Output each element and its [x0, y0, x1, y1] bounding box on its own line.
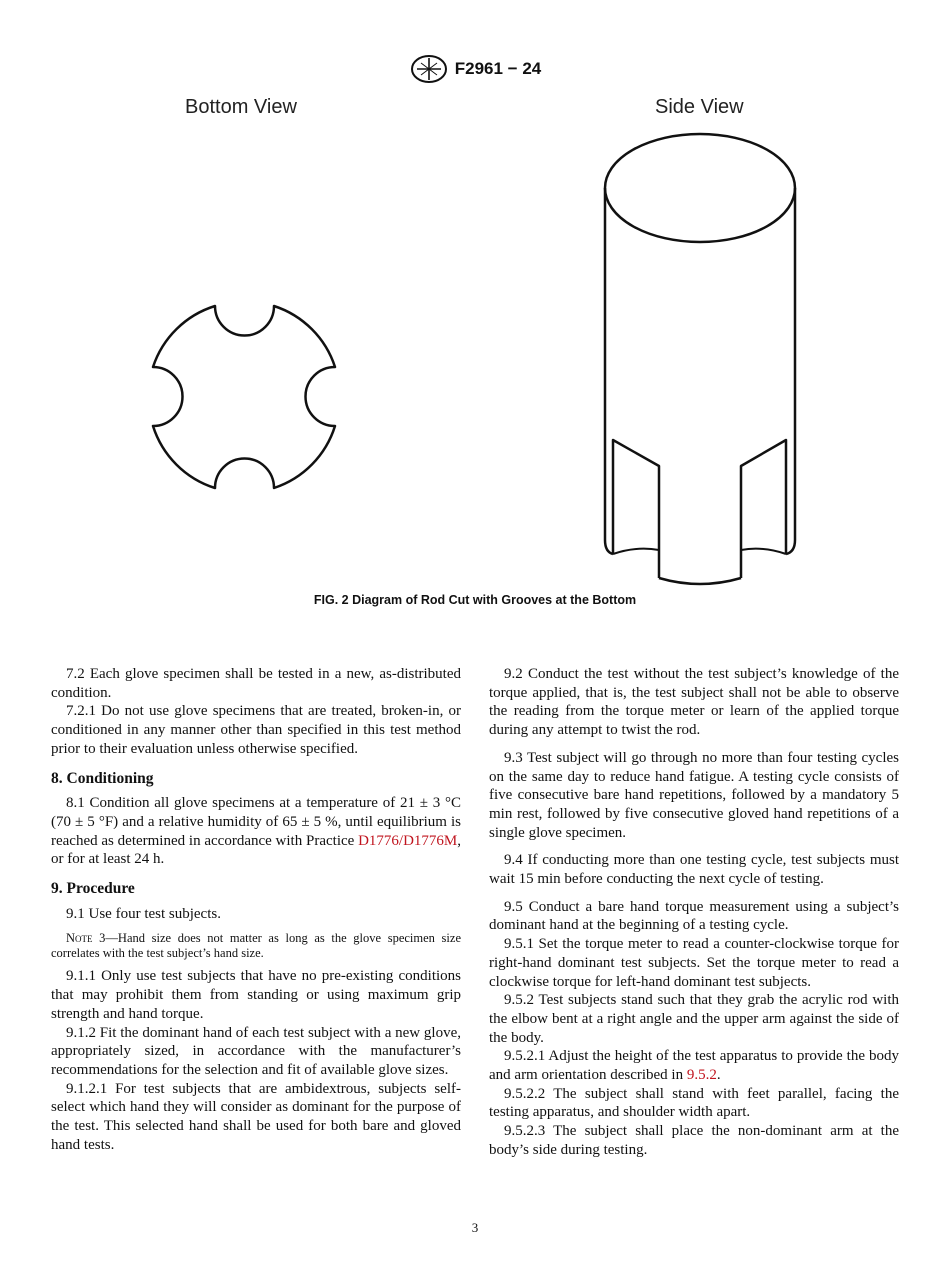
rod-bottom-view-outline [153, 306, 335, 488]
reference-link-d1776[interactable]: D1776/D1776M [358, 832, 458, 849]
side-view-label: Side View [655, 96, 744, 118]
section-9-5: 9.5 Conduct a bare hand torque measurement using a subject’s dominant hand at the beginning of a testing cycle. [489, 898, 899, 934]
rod-top-ellipse [605, 134, 795, 242]
right-column [489, 665, 899, 1160]
rod-left-groove [613, 440, 659, 578]
section-9-1-2: 9.1.2 Fit the dominant hand of each test subject with a new glove, appropriately sized, in accordance with the manufacturer’s recommendations for the selection and fit of available glove sizes. [51, 1024, 461, 1078]
rod-right-groove [741, 440, 786, 578]
section-9-1-1: 9.1.1 Only use test subjects that have no pre-existing conditions that may prohibit them from standing or using maximum grip strength and hand torque. [51, 968, 461, 1022]
section-9-3: 9.3 Test subject will go through no more than four testing cycles on the same day to reduce hand fatigue. A testing cycle consists of five consecutive bare hand repetitions, followed by a mandatory 5 min rest, followed by five consecutive gloved hand repetitions of a single glove specimen. [489, 749, 899, 841]
figure-caption: FIG. 2 Diagram of Rod Cut with Grooves at the Bottom [313, 593, 637, 607]
section-9-5-2-2: 9.5.2.2 The subject shall stand with feet parallel, facing the testing apparatus, and shoulder width apart. [489, 1085, 899, 1121]
page-number: 3 [471, 1220, 479, 1235]
section-9-4: 9.4 If conducting more than one testing cycle, test subjects must wait 15 min before conducting the next cycle of testing. [489, 852, 899, 888]
section-9-5-2: 9.5.2 Test subjects stand such that they grab the acrylic rod with the elbow bent at a right angle and the upper arm against the side of the body. [489, 992, 899, 1046]
standard-designation: F2961 − 24 [454, 59, 542, 78]
section-9-1: 9.1 Use four test subjects. [66, 905, 221, 922]
rod-right-wall [786, 188, 795, 554]
section-7-2: 7.2 Each glove specimen shall be tested in a new, as-distributed condition. [51, 666, 461, 701]
section-8-1: 8.1 Condition all glove specimens at a temperature of 21 ± 3 °C (70 ± 5 °F) and a relative humidity of 65 ± 5 %, until equilibrium is reached as determined in accordance with Practice D1776/D1776M, or for at least 24 h. [51, 795, 461, 868]
section-7-2-1: 7.2.1 Do not use glove specimens that are treated, broken-in, or conditioned in any manner other than specified in this test method prior to their evaluation unless otherwise specified. [51, 703, 461, 757]
section-9-5-1: 9.5.1 Set the torque meter to read a counter-clockwise torque for right-hand dominant test subjects. Set the torque meter to read a clockwise torque for left-hand dominant test subjects. [489, 936, 899, 990]
section-9-5-2-3: 9.5.2.3 The subject shall place the non-dominant arm at the body’s side during testing. [489, 1123, 899, 1158]
note-label: Note 3 [66, 931, 106, 946]
left-column [51, 665, 461, 1154]
reference-link-9-5-2[interactable]: 9.5.2 [686, 1067, 717, 1084]
section-9-5-2-1: 9.5.2.1 Adjust the height of the test apparatus to provide the body and arm orientation described in 9.5.2. [489, 1048, 899, 1084]
note-3: Note 3—Hand size does not matter as long as the glove specimen size correlates with the test subject’s hand size. [51, 931, 461, 961]
bottom-view-label: Bottom View [185, 96, 297, 118]
heading-conditioning: 8. Conditioning [51, 769, 154, 787]
section-9-1-2-1: 9.1.2.1 For test subjects that are ambidextrous, subjects self-select which hand they will consider as dominant for the purpose of the test. This selected hand shall be used for both bare and gloved hand tests. [51, 1080, 461, 1153]
rod-diagram [0, 0, 950, 600]
section-9-2: 9.2 Conduct the test without the test subject’s knowledge of the torque applied, that is, the test subject shall not be able to observe the reading from the torque meter or learn of the applied torque during any attempt to twist the rod. [489, 666, 899, 739]
heading-procedure: 9. Procedure [51, 880, 135, 898]
rod-bottom-curve [659, 578, 741, 584]
rod-side-view [605, 134, 795, 584]
